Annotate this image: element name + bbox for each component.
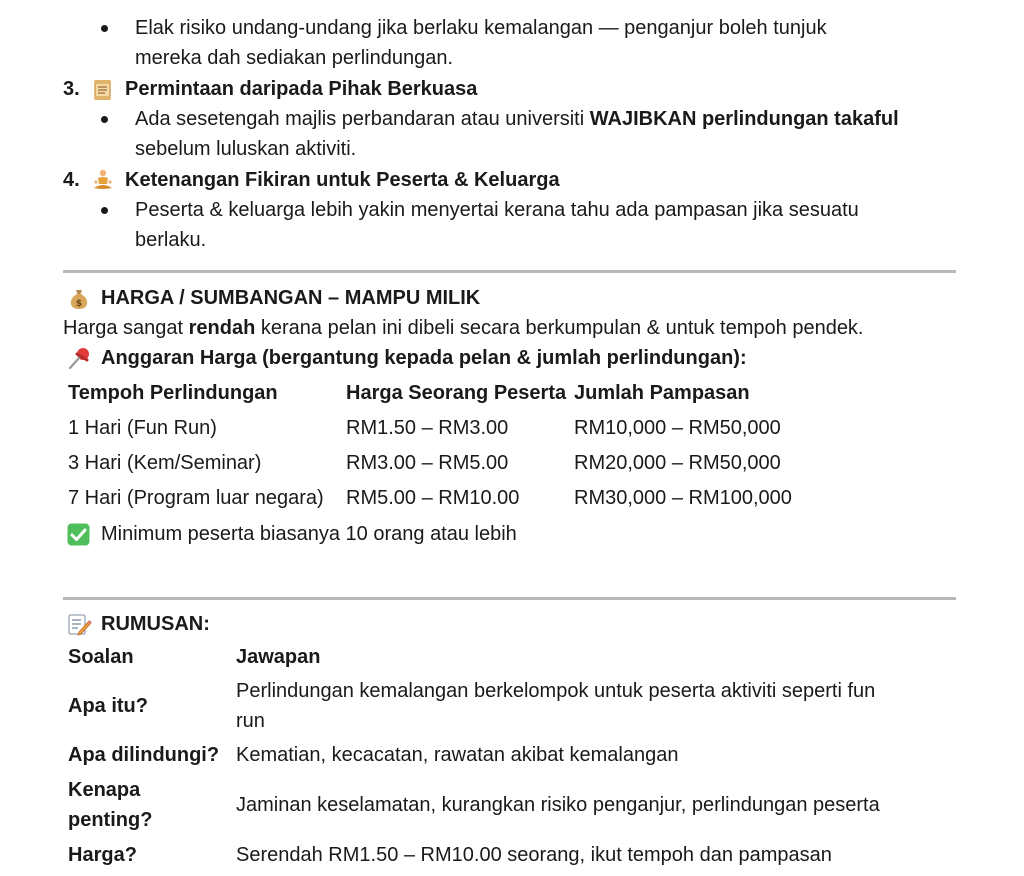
summary-question: Apa itu? — [68, 695, 148, 717]
check-mark-icon — [67, 523, 90, 552]
bullet-dot — [101, 116, 108, 123]
table-header: Jawapan — [236, 646, 321, 668]
summary-question: Kenapa — [68, 779, 141, 801]
note-text: Minimum peserta biasanya 10 orang atau lebih — [101, 523, 517, 545]
summary-heading: RUMUSAN: — [101, 613, 210, 635]
bullet-dot — [101, 207, 108, 214]
table-cell: RM3.00 – RM5.00 — [346, 452, 509, 474]
summary-answer: Serendah RM1.50 – RM10.00 seorang, ikut tempoh dan pampasan — [236, 844, 832, 866]
table-cell: RM20,000 – RM50,000 — [574, 452, 781, 474]
table-header: Soalan — [68, 646, 134, 668]
list-item-title: Ketenangan Fikiran untuk Peserta & Keluarga — [125, 169, 560, 191]
table-cell: 3 Hari (Kem/Seminar) — [68, 452, 262, 474]
table-cell: 1 Hari (Fun Run) — [68, 417, 217, 439]
table-cell: RM5.00 – RM10.00 — [346, 487, 520, 509]
list-number: 4. — [63, 169, 80, 191]
bullet-text: Peserta & keluarga lebih yakin menyertai kerana tahu ada pampasan jika sesuatu — [135, 199, 859, 221]
horizontal-divider — [63, 597, 956, 600]
table-cell: RM1.50 – RM3.00 — [346, 417, 509, 439]
section-intro: Harga sangat rendah kerana pelan ini dibeli secara berkumpulan & untuk tempoh pendek. — [63, 317, 864, 339]
table-header: Harga Seorang Peserta — [346, 382, 567, 404]
bullet-text: Elak risiko undang-undang jika berlaku kemalangan — penganjur boleh tunjuk — [135, 17, 827, 39]
summary-answer: Jaminan keselamatan, kurangkan risiko penganjur, perlindungan peserta — [236, 794, 880, 816]
scroll-icon — [91, 78, 115, 108]
list-number: 3. — [63, 78, 80, 100]
summary-answer: Perlindungan kemalangan berkelompok untuk peserta aktiviti seperti fun — [236, 680, 876, 702]
money-bag-icon — [67, 287, 91, 317]
memo-icon — [67, 612, 92, 643]
section-heading: HARGA / SUMBANGAN – MAMPU MILIK — [101, 287, 481, 309]
bullet-text: Ada sesetengah majlis perbandaran atau universiti WAJIBKAN perlindungan takaful — [135, 108, 899, 130]
summary-answer-cont: run — [236, 710, 265, 732]
bullet-text-cont: berlaku. — [135, 229, 207, 251]
horizontal-divider — [63, 270, 956, 273]
table-header: Tempoh Perlindungan — [68, 382, 278, 404]
table-header: Jumlah Pampasan — [574, 382, 750, 404]
meditation-icon — [91, 168, 115, 198]
list-item-title: Permintaan daripada Pihak Berkuasa — [125, 78, 478, 100]
svg-text:$: $ — [75, 299, 83, 309]
bullet-text-cont: sebelum luluskan aktiviti. — [135, 138, 357, 160]
bullet-dot — [101, 25, 108, 32]
table-cell: RM10,000 – RM50,000 — [574, 417, 781, 439]
table-cell: 7 Hari (Program luar negara) — [68, 487, 324, 509]
pushpin-icon — [66, 346, 92, 378]
table-cell: RM30,000 – RM100,000 — [574, 487, 792, 509]
summary-question: Apa dilindungi? — [68, 744, 220, 766]
summary-answer: Kematian, kecacatan, rawatan akibat kemalangan — [236, 744, 679, 766]
summary-question-cont: penting? — [68, 809, 153, 831]
estimate-heading: Anggaran Harga (bergantung kepada pelan & jumlah perlindungan): — [101, 347, 747, 369]
bullet-text-cont: mereka dah sediakan perlindungan. — [135, 47, 453, 69]
summary-question: Harga? — [68, 844, 137, 866]
